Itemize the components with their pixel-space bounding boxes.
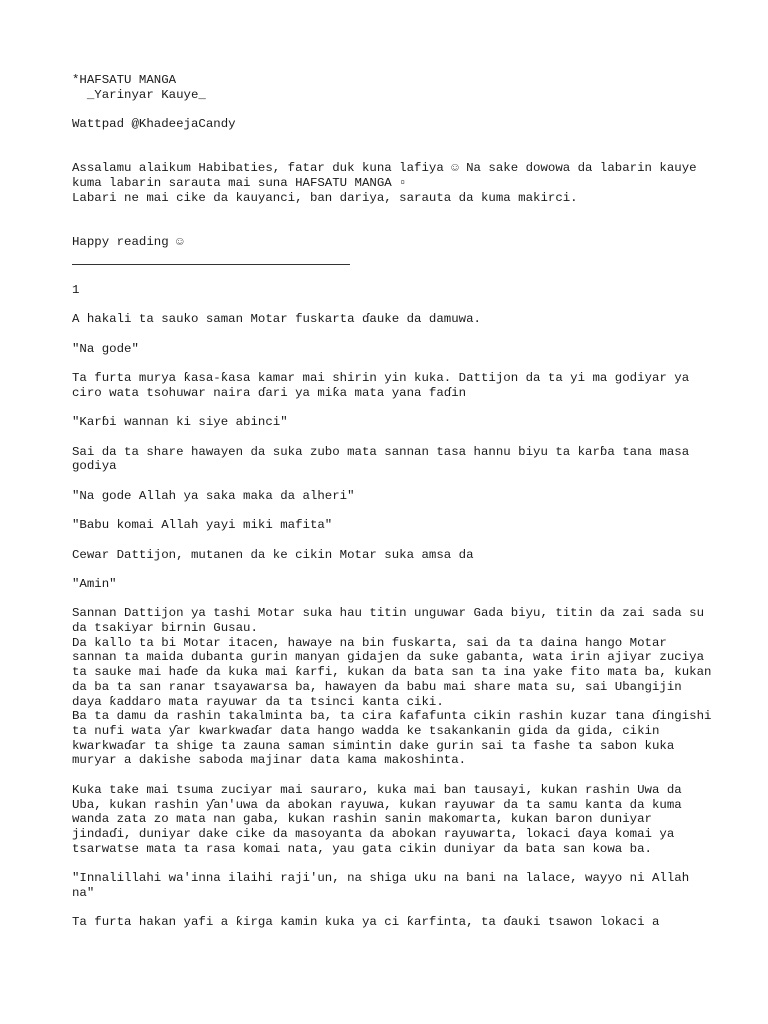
intro-paragraph — [72, 161, 712, 205]
paragraph-4: "Karɓi wannan ki siye abinci" — [72, 415, 288, 430]
paragraph-7: "Babu komai Allah yayi miki mafita" — [72, 518, 333, 533]
story-title: *HAFSATU MANGA — [72, 73, 177, 87]
paragraph-8: Cewar Dattijon, mutanen da ke cikin Motar suka amsa da — [72, 547, 474, 562]
chapter-number: 1 — [72, 283, 80, 298]
paragraph-2: "Na gode" — [72, 341, 139, 356]
intro-line-2: Labari ne mai cike da kauyanci, ban dariya, sarauta da kuma makirci. — [72, 190, 578, 205]
paragraph-12: "Innalillahi wa'inna ilaihi raji'un, na shiga uku na bani na lalace, wayyo ni Allah na" — [72, 871, 697, 900]
paragraph-3: Ta furta murya ƙasa-ƙasa kamar mai shirin yin kuka. Dattijon da ta yi ma godiyar ya ciro wata tsohuwar naira ɗari ya miƙa mata yana faɗin — [72, 371, 697, 400]
paragraph-10: Sannan Dattijon ya tashi Motar suka hau titin unguwar Gada biyu, titin da zai sada su da tsakiyar birnin Gusau. Da kallo ta bi Motar itacen, hawaye na bin fuskarta, sai da ta daina hango Motar sannan ta maida dubanta gurin manyan gidajen da suke gabanta, wata irin ajiyar zuciya ta sauke mai haɗe da kuka mai ƙarfi, kukan da bata san ta ina yake fito mata ba, kukan da ba ta san ranar tsayawarsa ba, hawayen da babu mai share mata su, sai Ubangijin daya ƙaddaro mata rayuwar da ta tsinci kanta ciki. Ba ta damu da rashin takalminta ba, ta cira ƙafafunta cikin rashin kuzar tana ɗingishi ta nufi wata ƴar kwarkwaɗar data hango wadda ke tsakankanin gida da gida, cikin kwarkwaɗar ta shige ta zauna saman simintin dake gurin sai ta fashe ta sabon kuka muryar a dakishe saboda majinar data kama makoshinta. — [72, 606, 712, 768]
divider — [72, 264, 350, 265]
greeting: Happy reading ☺ — [72, 234, 184, 249]
paragraph-1: A hakali ta sauko saman Motar fuskarta ɗauke da damuwa. — [72, 312, 481, 327]
paragraph-11: Kuka take mai tsuma zuciyar mai sauraro, kuka mai ban tausayi, kukan rashin Uwa da Uba, kukan rashin ƴan'uwa da abokan rayuwa, kukan rayuwar da ta samu kanta da kuma wanda zata zo mata nan gaba, kukan rashin sanin makomarta, kukan baron duniyar jindaɗi, duniyar dake cike da masoyanta da abokan rayuwarta, lokaci ɗaya komai ya tsarwatse mata ta rasa komai nata, yau gata cikin duniyar da bata san kowa ba. — [72, 782, 690, 856]
document-page — [72, 73, 712, 944]
paragraph-9: "Amin" — [72, 576, 117, 591]
story-subtitle: _Yarinyar Kauye_ — [72, 87, 206, 102]
author-credit: Wattpad @KhadeejaCandy — [72, 117, 236, 132]
paragraph-5: Sai da ta share hawayen da suka zubo mata sannan tasa hannu biyu ta karɓa tana masa godiya — [72, 444, 697, 474]
header-block — [72, 73, 712, 102]
paragraph-6: "Na gode Allah ya saka maka da alheri" — [72, 488, 355, 503]
intro-line-1: Assalamu alaikum Habibaties, fatar duk kuna lafiya ☺ Na sake dowowa da labarin kauye kuma labarin sarauta mai suna HAFSATU MANGA ▫ — [72, 161, 705, 190]
paragraph-13: Ta furta hakan yafi a ƙirga kamin kuka ya ci ƙarfinta, ta ɗauki tsawon lokaci a — [72, 915, 660, 930]
